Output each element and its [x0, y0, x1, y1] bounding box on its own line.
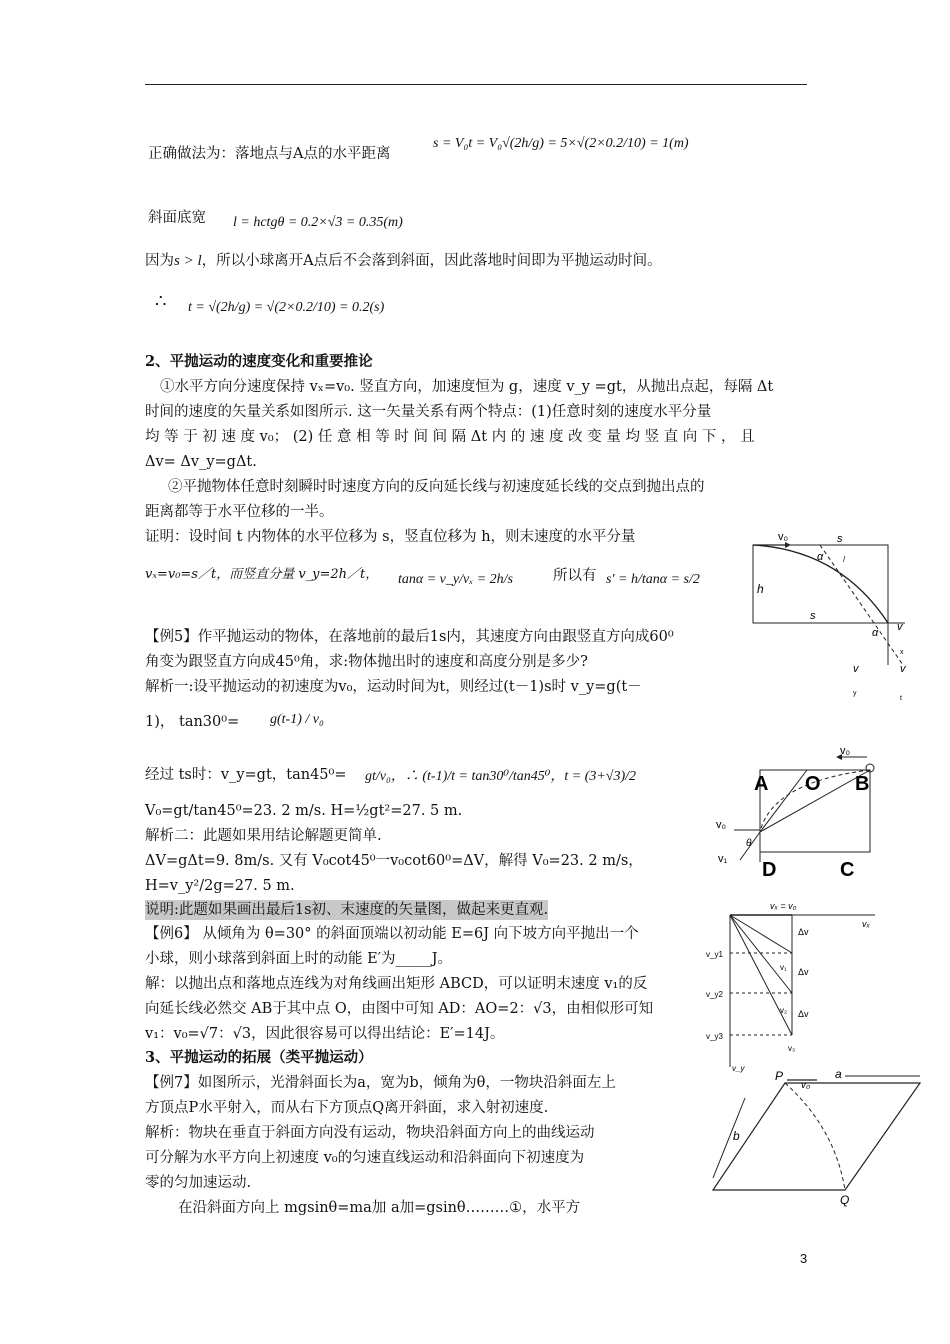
fig3-label-dv3: Δv: [798, 1009, 809, 1019]
fig1-extension-line: [820, 545, 903, 665]
fig3-v3: [730, 915, 792, 1035]
section3-heading: 3、平抛运动的拓展（类平抛运动）: [145, 1049, 373, 1066]
fig2-label-C: C: [840, 859, 855, 881]
ex5-line4: 1)， tan30⁰=: [145, 714, 240, 730]
ex6-line4: 向延长线必然交 AB于其中点 O，由图中可知 AD：AO=2：√3，由相似形可知: [145, 1001, 654, 1017]
fig1-label-vy: v: [853, 663, 859, 675]
ex5-line8: ΔV=gΔt=9. 8m/s. 又有 V₀cot45⁰一v₀cot60⁰=ΔV，解得 V₀=23. 2 m/s，: [145, 853, 643, 869]
header-rule: [145, 84, 807, 85]
ex6-line1: 【例6】 从倾角为 θ=30° 的斜面顶端以初动能 E=6J 向下坡方向平抛出一个: [145, 926, 639, 942]
ex7-line5: 零的匀加速运动.: [145, 1175, 252, 1191]
ex5-line5-formula: gt/v₀，∴ (t-1)/t = tan30⁰/tan45⁰，t = (3+√3)/2: [365, 769, 637, 784]
fig2-label-D: D: [762, 859, 777, 881]
fig2-label-v0-left: v₀: [716, 819, 727, 831]
fig1-label-t: t: [900, 695, 902, 702]
fig2-label-B: B: [855, 773, 870, 795]
fig4-label-a: a: [835, 1068, 842, 1081]
p2-text: 斜面底宽: [148, 210, 206, 226]
fig1-label-v: v: [897, 621, 903, 633]
ex5-tan30-fraction: g(t-1) / v₀: [270, 712, 324, 727]
fig2-label-O: O: [805, 773, 821, 795]
s2-para2-line1: ②平抛物体任意时刻瞬时时速度方向的反向延长线与初速度延长线的交点到抛出点的: [168, 479, 705, 495]
fig3-label-vy1: v_y1: [706, 950, 723, 959]
s2-para1-line2: 时间的速度的矢量关系如图所示. 这一矢量关系有两个特点：(1)任意时刻的速度水平分量: [145, 404, 712, 420]
fig1-label-alpha: α: [817, 551, 824, 563]
p2-formula: l = hctgθ = 0.2×√3 = 0.35(m): [233, 215, 403, 230]
section2-heading: 2、平抛运动的速度变化和重要推论: [145, 353, 373, 370]
ex7-line2: 方顶点P水平射入，而从右下方顶点Q离开斜面，求入射初速度.: [145, 1100, 549, 1116]
fig3-label-vy2: v_y2: [706, 990, 723, 999]
fig2-label-theta: θ: [746, 838, 752, 849]
therefore-symbol: ∴: [155, 291, 167, 312]
fig1-label-x: x: [900, 649, 904, 656]
fig3-v2: [730, 915, 792, 993]
fig2-label-v0-top: v₀: [840, 745, 851, 757]
ex6-line2: 小球，则小球落到斜面上时的动能 E′为_____J。: [145, 951, 453, 967]
fig3-label-v1: v₁: [780, 963, 787, 972]
ex5-line6: V₀=gt/tan45⁰=23. 2 m/s. H=½gt²=27. 5 m.: [145, 803, 463, 819]
p4-formula: t = √(2h/g) = √(2×0.2/10) = 0.2(s): [188, 300, 385, 315]
ex5-note: 说明:此题如果画出最后1s初、末速度的矢量图，做起来更直观.: [145, 902, 549, 918]
fig2-label-A: A: [754, 773, 769, 795]
ex5-line5: 经过 ts时：v_y=gt，tan45⁰=: [145, 767, 347, 783]
fig4-label-Q: Q: [840, 1193, 850, 1207]
fig3-label-dv2: Δv: [798, 967, 809, 977]
figure-rectangle-abcd: [712, 742, 882, 882]
p3-inline-math: s > l: [174, 253, 202, 269]
fig4-label-P: P: [775, 1069, 784, 1083]
fig3-label-vy3: v_y3: [706, 1032, 723, 1041]
ex5-line7: 解析二：此题如果用结论解题更简单.: [145, 828, 382, 844]
ex6-line3: 解：以抛出点和落地点连线为对角线画出矩形 ABCD，可以证明末速度 v₁的反: [145, 976, 648, 992]
fig3-label-v2: v₂: [780, 1006, 788, 1015]
fig3-label-vx: vₓ: [862, 919, 870, 929]
fig3-label-dv1: Δv: [798, 927, 809, 937]
fig3-label-vx-v0: vₓ = v₀: [770, 901, 797, 911]
page-number: 3: [800, 1251, 808, 1266]
fig1-label-y: y: [853, 690, 857, 697]
s2-para2-line2: 距离都等于水平位移的一半。: [145, 504, 334, 520]
p1-text: 正确做法为：落地点与A点的水平距离: [148, 146, 391, 162]
fig1-label-v0: v₀: [778, 531, 789, 543]
fig4-label-v0: v₀: [801, 1080, 811, 1091]
fig4-label-b: b: [733, 1129, 740, 1143]
p3-text-b: ，所以小球离开A点后不会落到斜面，因此落地时间即为平抛运动时间。: [201, 253, 662, 269]
fig1-label-h: h: [757, 582, 764, 596]
fig1-label-vt: v: [900, 663, 906, 675]
s2-proof-tan: tanα = v_y/vₓ = 2h/s: [398, 572, 513, 587]
ex5-line1: 【例5】作平抛运动的物体，在落地前的最后1s内，其速度方向由跟竖直方向成60⁰: [145, 629, 674, 645]
fig2-label-v1: v₁: [718, 853, 728, 865]
ex6-line5: v₁：v₀=√7：√3，因此很容易可以得出结论：E′=14J。: [145, 1026, 505, 1042]
fig1-label-alpha2: α: [872, 627, 879, 639]
s2-para1-line1: ①水平方向分速度保持 vₓ=v₀. 竖直方向，加速度恒为 g，速度 v_y =gt，从抛出点起，每隔 Δt: [160, 379, 774, 395]
figure-inclined-plane: [705, 1068, 930, 1208]
p1-formula: s = V₀t = V₀√(2h/g) = 5×√(2×0.2/10) = 1(m): [433, 136, 689, 151]
fig1-label-s2: s: [810, 610, 816, 622]
s2-proof-line1: 证明：设时间 t 内物体的水平位移为 s，竖直位移为 h，则末速度的水平分量: [145, 529, 636, 545]
ex7-line1: 【例7】如图所示，光滑斜面长为a，宽为b，倾角为θ，一物块沿斜面左上: [145, 1075, 616, 1091]
s2-para1-line4: Δv= Δv_y=gΔt.: [145, 454, 257, 470]
p3-text-a: 因为: [145, 253, 174, 269]
s2-proof-line2: vₓ=v₀=s／t，而竖直分量 v_y=2h／t，: [145, 567, 379, 582]
fig1-label-slash: /: [843, 555, 846, 564]
ex7-line6: 在沿斜面方向上 mgsinθ=ma加 a加=gsinθ………①，水平方: [178, 1200, 581, 1216]
ex7-line3: 解析：物块在垂直于斜面方向没有运动，物块沿斜面方向上的曲线运动: [145, 1125, 595, 1141]
ex5-line3: 解析一:设平抛运动的初速度为v₀，运动时间为t，则经过(t－1)s时 v_y=g(t－: [145, 679, 642, 695]
fig3-label-v3: v₃: [788, 1044, 796, 1053]
s2-para1-line3: 均 等 于 初 速 度 v₀； (2) 任 意 相 等 时 间 间 隔 Δt 内 的 速 度 改 变 量 均 竖 直 向 下 ， 且: [145, 429, 755, 445]
fig3-label-vy: v_y: [732, 1064, 745, 1073]
s2-proof-so: 所以有: [553, 568, 597, 584]
s2-proof-result: s′ = h/tanα = s/2: [606, 572, 700, 587]
ex5-line9: H=v_y²/2g=27. 5 m.: [145, 878, 295, 894]
figure-velocity-vectors: [700, 895, 885, 1075]
fig4-trajectory: [785, 1083, 845, 1190]
ex7-line4: 可分解为水平方向上初速度 v₀的匀速直线运动和沿斜面向下初速度为: [145, 1150, 585, 1166]
ex5-line2: 角变为跟竖直方向成45⁰角，求:物体抛出时的速度和高度分别是多少?: [145, 654, 588, 670]
figure-velocity-extension: [745, 530, 915, 710]
fig1-label-s: s: [837, 533, 843, 545]
